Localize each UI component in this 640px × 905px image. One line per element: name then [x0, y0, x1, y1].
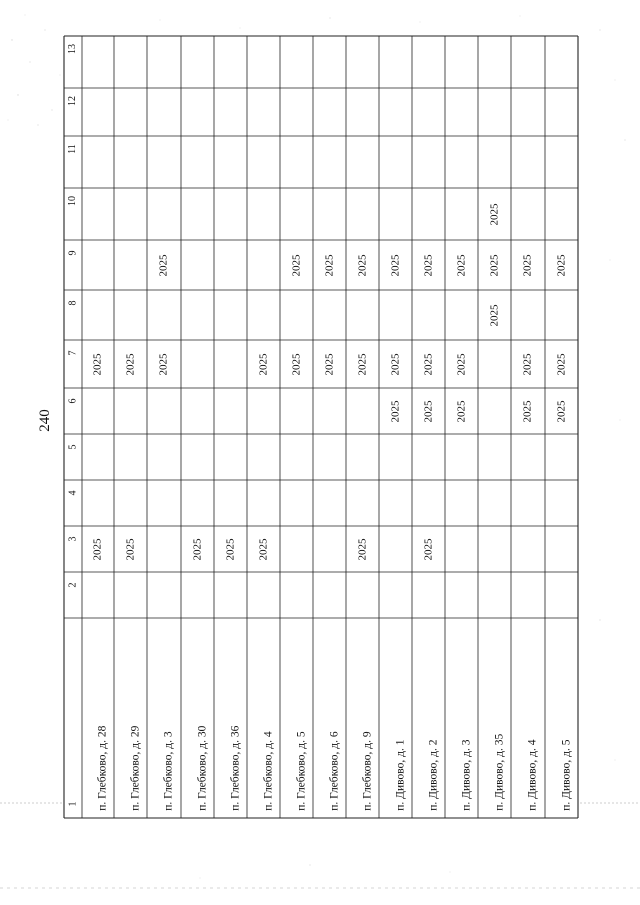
year-cell: 2025 — [488, 254, 500, 276]
address-cell: п. Глебково, д. 29 — [128, 725, 141, 811]
year-cell: 2025 — [455, 353, 467, 375]
year-cell: 2025 — [488, 203, 500, 225]
column-number: 11 — [66, 144, 78, 154]
column-number: 8 — [67, 300, 78, 306]
year-cell: 2025 — [389, 254, 401, 276]
address-cell: п. Дивово, д. 2 — [426, 739, 439, 811]
year-cell: 2025 — [389, 400, 401, 422]
year-cell: 2025 — [290, 353, 302, 375]
year-cell: 2025 — [422, 400, 434, 422]
year-cell: 2025 — [356, 353, 368, 375]
year-cell: 2025 — [555, 400, 567, 422]
address-cell: п. Дивово, д. 35 — [492, 733, 505, 811]
column-number: 13 — [67, 44, 78, 54]
address-cell: п. Глебково, д. 36 — [228, 725, 241, 811]
year-cell: 2025 — [91, 538, 104, 560]
address-cell: п. Глебково, д. 6 — [327, 730, 340, 811]
address-cell: п. Глебково, д. 5 — [294, 730, 307, 811]
year-cell: 2025 — [455, 254, 467, 276]
address-cell: п. Дивово, д. 5 — [559, 739, 572, 811]
column-number: 2 — [67, 582, 78, 588]
year-cell: 2025 — [124, 538, 136, 560]
column-number: 7 — [67, 350, 78, 356]
year-cell: 2025 — [389, 353, 401, 375]
address-cell: п. Глебково, д. 9 — [360, 730, 373, 811]
column-number: 5 — [67, 444, 78, 450]
address-cell: п. Глебково, д. 30 — [195, 725, 208, 811]
year-cell: 2025 — [257, 353, 269, 375]
column-number: 6 — [67, 398, 78, 404]
address-cell: п. Дивово, д. 1 — [393, 739, 406, 811]
year-cell: 2025 — [157, 254, 170, 276]
address-cell: п. Глебково, д. 4 — [261, 730, 274, 811]
column-number: 4 — [67, 490, 78, 496]
year-cell: 2025 — [555, 353, 567, 375]
year-cell: 2025 — [356, 538, 368, 560]
year-cell: 2025 — [555, 254, 567, 276]
year-cell: 2025 — [422, 538, 434, 560]
year-cell: 2025 — [323, 353, 335, 375]
year-cell: 2025 — [455, 400, 467, 422]
year-cell: 2025 — [356, 254, 368, 276]
column-number: 9 — [67, 250, 78, 256]
year-cell: 2025 — [488, 304, 500, 326]
page-number: 240 — [36, 408, 53, 432]
year-cell: 2025 — [191, 538, 203, 560]
year-cell: 2025 — [422, 353, 434, 375]
year-cell: 2025 — [124, 353, 136, 375]
address-cell: п. Глебково, д. 3 — [162, 730, 175, 811]
year-cell: 2025 — [224, 538, 236, 560]
year-cell: 2025 — [521, 353, 534, 375]
address-cell: п. Дивово, д. 4 — [526, 739, 539, 811]
column-number: 10 — [67, 196, 78, 206]
address-cell: п. Дивово, д. 3 — [459, 739, 472, 811]
column-number: 3 — [67, 536, 78, 542]
column-number: 1 — [67, 801, 78, 807]
year-cell: 2025 — [521, 254, 534, 276]
year-cell: 2025 — [257, 538, 269, 560]
column-number: 12 — [67, 96, 78, 106]
year-cell: 2025 — [91, 353, 104, 375]
year-cell: 2025 — [290, 254, 302, 276]
address-cell: п. Глебково, д. 28 — [96, 725, 109, 811]
year-cell: 2025 — [422, 254, 434, 276]
year-cell: 2025 — [157, 353, 170, 375]
year-cell: 2025 — [521, 400, 534, 422]
year-cell: 2025 — [323, 254, 335, 276]
